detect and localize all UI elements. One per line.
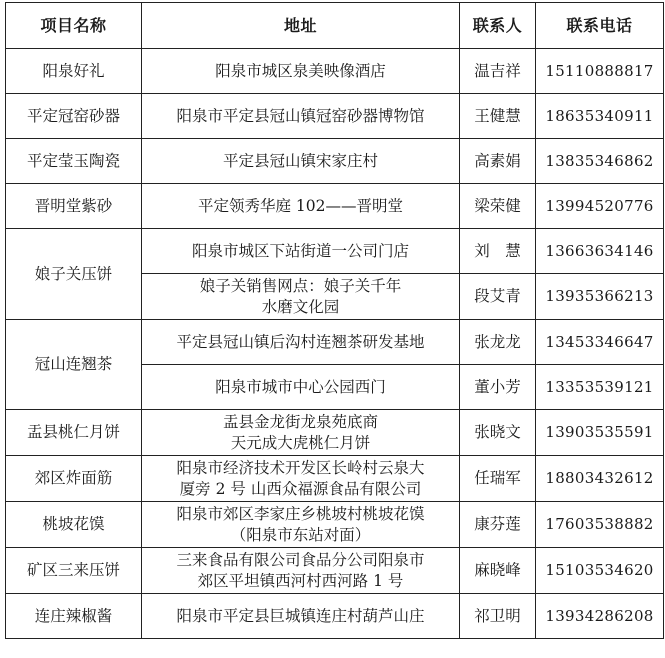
table-row bbox=[6, 49, 664, 94]
address-cell bbox=[142, 274, 460, 320]
header-project-name: 项目名称 bbox=[6, 3, 142, 49]
contact-cell: 刘 慧 bbox=[460, 229, 536, 274]
table-row bbox=[6, 410, 664, 456]
phone-cell: 13994520776 bbox=[536, 184, 664, 229]
contact-cell: 麻晓峰 bbox=[460, 548, 536, 594]
contact-cell: 张晓文 bbox=[460, 410, 536, 456]
address-line: （阳泉市东站对面） bbox=[230, 525, 371, 544]
phone-cell: 15110888817 bbox=[536, 49, 664, 94]
table-row bbox=[6, 184, 664, 229]
project-name-cell: 郊区炸面筋 bbox=[6, 456, 142, 502]
address-line: 平定县冠山镇宋家庄村 bbox=[222, 151, 378, 170]
address-line: 阳泉市郊区李家庄乡桃坡村桃坡花馍 bbox=[176, 504, 425, 523]
header-address: 地址 bbox=[142, 3, 460, 49]
address-line: 阳泉市城区下站街道一公司门店 bbox=[191, 241, 409, 260]
phone-cell: 13903535591 bbox=[536, 410, 664, 456]
contact-cell: 王健慧 bbox=[460, 94, 536, 139]
table-header-row bbox=[6, 3, 664, 49]
table-row bbox=[6, 548, 664, 594]
phone-cell: 13663634146 bbox=[536, 229, 664, 274]
contact-cell: 段艾青 bbox=[460, 274, 536, 320]
phone-cell: 13353539121 bbox=[536, 365, 664, 410]
address-line: 平定县冠山镇后沟村连翘茶研发基地 bbox=[176, 332, 425, 351]
phone-cell: 13835346862 bbox=[536, 139, 664, 184]
address-line: 天元成大虎桃仁月饼 bbox=[230, 433, 371, 452]
address-line: 阳泉市城市中心公园西门 bbox=[215, 377, 386, 396]
address-cell bbox=[142, 229, 460, 274]
project-name-cell: 平定冠窑砂器 bbox=[6, 94, 142, 139]
contact-cell: 梁荣健 bbox=[460, 184, 536, 229]
contact-cell: 董小芳 bbox=[460, 365, 536, 410]
phone-cell: 18635340911 bbox=[536, 94, 664, 139]
contact-cell: 高素娟 bbox=[460, 139, 536, 184]
address-cell bbox=[142, 94, 460, 139]
table-row bbox=[6, 139, 664, 184]
table-row bbox=[6, 94, 664, 139]
table-row bbox=[6, 502, 664, 548]
contact-cell: 张龙龙 bbox=[460, 320, 536, 365]
header-contact: 联系人 bbox=[460, 3, 536, 49]
address-cell bbox=[142, 184, 460, 229]
project-name-cell: 阳泉好礼 bbox=[6, 49, 142, 94]
address-line: 阳泉市经济技术开发区长岭村云泉大 bbox=[176, 458, 425, 477]
project-name-cell: 矿区三来压饼 bbox=[6, 548, 142, 594]
address-cell bbox=[142, 49, 460, 94]
project-name-cell: 平定莹玉陶瓷 bbox=[6, 139, 142, 184]
address-cell bbox=[142, 548, 460, 594]
address-cell bbox=[142, 139, 460, 184]
contact-cell: 康芬莲 bbox=[460, 502, 536, 548]
address-cell bbox=[142, 594, 460, 639]
contact-cell: 任瑞军 bbox=[460, 456, 536, 502]
contact-cell: 祁卫明 bbox=[460, 594, 536, 639]
phone-cell: 17603538882 bbox=[536, 502, 664, 548]
project-name-cell: 连庄辣椒酱 bbox=[6, 594, 142, 639]
address-line: 三来食品有限公司食品分公司阳泉市 bbox=[176, 550, 425, 569]
project-name-cell: 冠山连翘茶 bbox=[6, 320, 142, 410]
address-cell bbox=[142, 456, 460, 502]
address-line: 阳泉市平定县巨城镇连庄村葫芦山庄 bbox=[176, 606, 425, 625]
address-line: 水磨文化园 bbox=[261, 297, 340, 316]
address-line: 阳泉市平定县冠山镇冠窑砂器博物馆 bbox=[176, 106, 425, 125]
address-line: 阳泉市城区泉美映像酒店 bbox=[215, 61, 386, 80]
phone-cell: 13935366213 bbox=[536, 274, 664, 320]
table-row bbox=[6, 229, 664, 274]
header-phone: 联系电话 bbox=[536, 3, 664, 49]
contact-cell: 温吉祥 bbox=[460, 49, 536, 94]
phone-cell: 18803432612 bbox=[536, 456, 664, 502]
table-row bbox=[6, 594, 664, 639]
phone-cell: 13453346647 bbox=[536, 320, 664, 365]
address-line: 平定领秀华庭 102——晋明堂 bbox=[197, 196, 403, 215]
phone-cell: 13934286208 bbox=[536, 594, 664, 639]
address-line: 盂县金龙街龙泉苑底商 bbox=[222, 412, 378, 431]
address-cell bbox=[142, 320, 460, 365]
phone-cell: 15103534620 bbox=[536, 548, 664, 594]
table-row bbox=[6, 320, 664, 365]
project-name-cell: 桃坡花馍 bbox=[6, 502, 142, 548]
address-cell bbox=[142, 410, 460, 456]
contact-table bbox=[5, 2, 664, 639]
address-line: 娘子关销售网点：娘子关千年 bbox=[199, 276, 402, 295]
project-name-cell: 晋明堂紫砂 bbox=[6, 184, 142, 229]
address-line: 厦旁 2 号 山西众福源食品有限公司 bbox=[179, 479, 422, 498]
table-row bbox=[6, 456, 664, 502]
address-cell bbox=[142, 502, 460, 548]
project-name-cell: 盂县桃仁月饼 bbox=[6, 410, 142, 456]
project-name-cell: 娘子关压饼 bbox=[6, 229, 142, 320]
address-cell bbox=[142, 365, 460, 410]
address-line: 郊区平坦镇西河村西河路 1 号 bbox=[197, 571, 404, 590]
